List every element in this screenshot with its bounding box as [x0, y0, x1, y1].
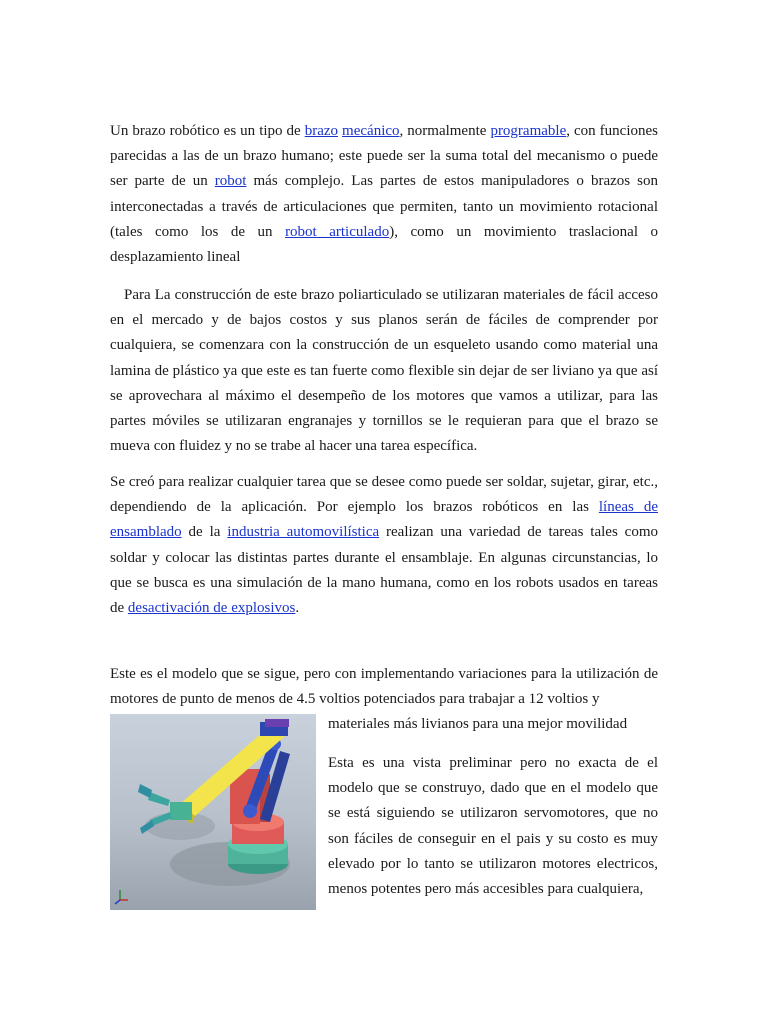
- paragraph-vista-preliminar-wrapper: [328, 751, 658, 902]
- robot-arm-image: [110, 714, 316, 910]
- text: ), como un movimiento traslacional o desplazamiento lineal: [110, 223, 658, 266]
- paragraph-materiales-wrapper: [328, 712, 658, 737]
- text: realizan una variedad de tareas tales como soldar y colocar las distintas partes durante el ensamblaje. En algunas circunstancias, lo que se busca es una simulación de la mano humana, como en los robots usados en tareas de: [110, 524, 658, 617]
- paragraph-aplicaciones: [110, 470, 658, 621]
- link-mecanico[interactable]: mecánico: [342, 123, 400, 139]
- text: , con funciones parecidas a las de un brazo humano; este puede ser la suma total del mecanismo o puede ser parte de un: [110, 123, 658, 190]
- paragraph-modelo: Este es el modelo que se sigue, pero con implementando variaciones para la utilización de motores de punto de menos de 4.5 voltios potenciados para trabajar a 12 voltios y: [110, 666, 658, 708]
- link-industria-automovilistica[interactable]: industria automovilística: [227, 524, 380, 541]
- link-robot[interactable]: robot: [214, 173, 247, 190]
- text: .: [295, 600, 300, 617]
- text: de la: [181, 524, 228, 541]
- link-lineas-de-ensamblado[interactable]: líneas de ensamblado: [110, 499, 658, 541]
- text: , normalmente: [399, 123, 491, 139]
- text: Un brazo robótico es un tipo de: [110, 123, 305, 139]
- paragraph-construccion: Para La construcción de este brazo poliarticulado se utilizaran materiales de fácil acceso en el mercado y de bajos costos y sus planos serán de fáciles de comprender por cualquiera, se comenzara con la construcción de un esqueleto usando como material una lamina de plástico ya que este es tan fuerte como flexible sin dejar de ser liviano ya que así se aprovechara al máximo el desempeño de los motores que vamos a utilizar, para las partes móviles se utilizaran engranajes y tornillos se le requieran para que el brazo se mueva con fluidez y no se trabe al hacer una tarea específica.: [110, 287, 658, 455]
- link-robot-articulado[interactable]: robot articulado: [285, 223, 390, 240]
- text: Se creó para realizar cualquier tarea que se desee como puede ser soldar, sujetar, girar, etc., dependiendo de la aplicación. Por ejemplo los brazos robóticos en las: [110, 474, 658, 516]
- link-desactivacion-de-explosivos[interactable]: desactivación de explosivos: [127, 600, 296, 617]
- paragraph-materiales: materiales más livianos para una mejor movilidad: [328, 716, 628, 732]
- link-programable[interactable]: programable: [490, 123, 567, 139]
- text: más complejo. Las partes de estos manipuladores o brazos son interconectadas a través de articulaciones que permiten, tanto un movimiento rotacional (tales como los de un: [110, 173, 658, 240]
- link-brazo[interactable]: brazo: [304, 123, 339, 139]
- paragraph-vista-preliminar: Esta es una vista preliminar pero no exacta de el modelo que se construyo, dado que en el modelo que se está siguiendo se utilizaron servomotores, que no son fáciles de conseguir en el pais y su costo es muy elevado por lo tanto se utilizaron motores electricos, menos potentes pero más accesibles para cualquiera,: [328, 755, 658, 898]
- paragraph-intro: [110, 119, 658, 270]
